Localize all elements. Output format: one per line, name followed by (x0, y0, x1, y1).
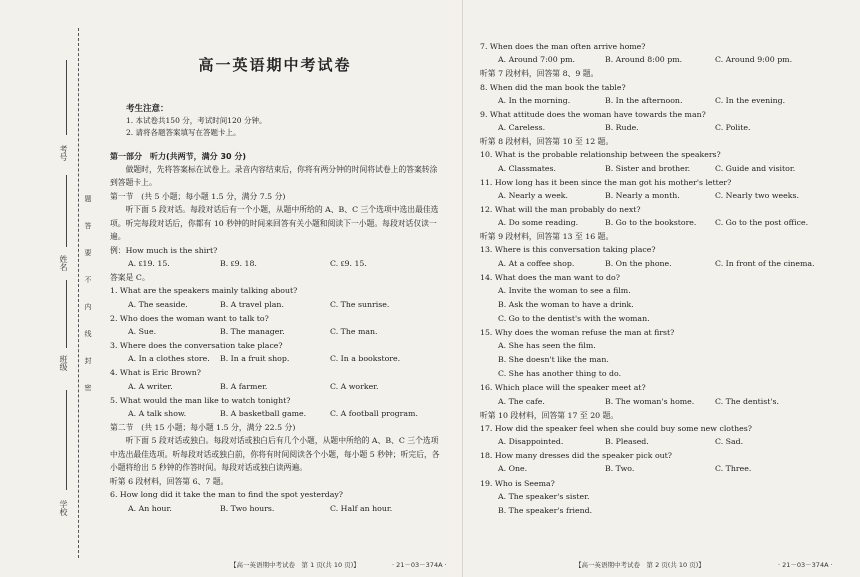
section2-heading: 第二节 (共 15 小题；每小题 1.5 分，满分 22.5 分) (110, 422, 296, 432)
section2-intro: 听下面 5 段对话或独白。每段对话或独白后有几个小题，从题中所给的 A、B、C 三个选项中选出最佳选项。听每段对话或独白前，你将有时间阅读各个小题，每小题 5 秒钟；听完后，各小题将给出 5 秒钟的作答时间。每段对话或独白读两遍。 (110, 436, 440, 473)
option: C. Go to the post office. (715, 218, 809, 228)
option: A. One. (498, 464, 528, 474)
seal-mark: 内 (84, 303, 92, 310)
question: 19. Who is Seema? (480, 478, 555, 488)
option: B. A travel plan. (220, 299, 284, 309)
example-answer: 答案是 C。 (110, 273, 150, 283)
options (480, 216, 825, 230)
notice-heading: 考生注意： (126, 103, 169, 114)
question: 12. What will the man probably do next? (480, 204, 641, 214)
name-line (66, 175, 67, 247)
question: 14. What does the man want to do? (480, 272, 620, 282)
question: 9. What attitude does the woman have towards the man? (480, 109, 706, 119)
option: A. ₤19. 15. (128, 259, 170, 269)
options (110, 325, 440, 339)
seal-mark: 封 (84, 357, 92, 364)
option: B. Two. (605, 464, 635, 474)
option: A. A talk show. (128, 408, 187, 418)
option: C. Nearly two weeks. (715, 190, 799, 200)
option: B. Rude. (605, 123, 639, 133)
question: 11. How long has it been since the man got his mother's letter? (480, 177, 732, 187)
option: B. Pleased. (605, 437, 649, 447)
option: A. Disappointed. (498, 437, 564, 447)
options (480, 395, 825, 409)
page-code: · 21－03－374A · (778, 561, 833, 569)
options (480, 94, 825, 108)
notice-item: 2. 请将各题答案填写在答题卡上。 (126, 127, 241, 137)
option: C. ₤9. 15. (330, 259, 367, 269)
option: B. A farmer. (220, 381, 268, 391)
option: B. Go to the bookstore. (605, 218, 697, 228)
question: 1. What are the speakers mainly talking about? (110, 286, 298, 296)
binding-line (78, 28, 79, 558)
option: B. Two hours. (220, 503, 275, 513)
option: B. A basketball game. (220, 408, 307, 418)
option: C. In the evening. (715, 95, 786, 105)
question: 7. When does the man often arrive home? (480, 42, 646, 51)
section1-intro: 听下面 5 段对话。每段对话后有一个小题，从题中所给的 A、B、C 三个选项中选出最佳选项。听完每段对话后，你都有 10 秒钟的时间来回答有关小题和阅读下一小题。每段对话仅读一遍。 (110, 205, 439, 242)
options (110, 502, 440, 516)
passage-instruction: 听第 8 段材料，回答第 10 至 12 题。 (480, 137, 614, 147)
option: C. A worker. (330, 381, 379, 391)
options (480, 257, 825, 271)
option: B. She doesn't like the man. (498, 355, 609, 365)
option: C. In front of the cinema. (715, 258, 815, 268)
option: A. Invite the woman to see a film. (498, 285, 631, 295)
option: A. The cafe. (498, 396, 545, 406)
class-label: 班级 (59, 355, 68, 371)
option: C. She has another thing to do. (498, 369, 622, 379)
option: A. A writer. (128, 381, 173, 391)
option: A. Around 7:00 pm. (498, 55, 576, 65)
class-line (66, 280, 67, 348)
option: B. The manager. (220, 327, 285, 337)
options (110, 380, 440, 394)
passage-instruction: 听第 6 段材料，回答第 6、7 题。 (110, 477, 229, 487)
option: A. Sue. (128, 327, 157, 337)
options (480, 462, 825, 476)
question: 4. What is Eric Brown? (110, 368, 201, 378)
question: 17. How did the speaker feel when she could buy some new clothes? (480, 423, 752, 433)
page-2 (480, 40, 825, 518)
option: C. Polite. (715, 123, 751, 133)
option: A. In the morning. (498, 95, 571, 105)
option: B. Ask the woman to have a drink. (498, 300, 634, 309)
seal-mark: 线 (84, 330, 92, 337)
option: B. In a fruit shop. (220, 354, 290, 364)
option: C. Go to the dentist's with the woman. (498, 314, 650, 324)
option: B. Sister and brother. (605, 163, 691, 173)
question: 13. Where is this conversation taking place? (480, 245, 656, 255)
part1-intro: 做题时，先将答案标在试卷上。录音内容结束后，你将有两分钟的时间将试卷上的答案转涂到答题卡上。 (110, 164, 438, 188)
option: B. The woman's home. (605, 396, 695, 406)
option: B. Around 8:00 pm. (605, 55, 683, 65)
option: A. Do some reading. (498, 218, 579, 228)
example-question: 例：How much is the shirt? (110, 245, 218, 255)
options (480, 162, 825, 176)
section1-heading: 第一节 (共 5 小题；每小题 1.5 分，满分 7.5 分) (110, 191, 286, 201)
school-label: 学校 (59, 500, 68, 516)
options (110, 352, 440, 366)
option: A. The seaside. (128, 299, 188, 309)
option: A. In a clothes store. (128, 354, 210, 364)
passage-instruction: 听第 10 段材料，回答第 17 至 20 题。 (480, 410, 619, 420)
option: B. On the phone. (605, 258, 672, 268)
question: 3. Where does the conversation take place? (110, 341, 283, 351)
seal-mark: 答 (84, 222, 92, 229)
option: C. The dentist's. (715, 396, 779, 406)
option: C. In a bookstore. (330, 354, 401, 364)
footer-right: 【高一英语期中考试卷 第 2 页(共 10 页)】 (575, 561, 705, 569)
option: A. Nearly a week. (498, 190, 569, 200)
option: A. Careless. (498, 123, 546, 133)
question: 8. When did the man book the table? (480, 82, 626, 92)
options (480, 53, 825, 67)
option: C. A football program. (330, 408, 418, 418)
seal-mark: 不 (84, 276, 92, 283)
option: A. An hour. (128, 503, 172, 513)
school-line (66, 390, 67, 490)
option: A. The speaker's sister. (498, 491, 590, 501)
question: 18. How many dresses did the speaker pick out? (480, 451, 672, 461)
passage-instruction: 听第 9 段材料，回答第 13 至 16 题。 (480, 232, 614, 242)
options (480, 121, 825, 135)
option: C. The sunrise. (330, 299, 390, 309)
question: 15. Why does the woman refuse the man at first? (480, 328, 675, 338)
notice-item: 1. 本试卷共150 分，考试时间120 分钟。 (126, 116, 267, 126)
passage-instruction: 听第 7 段材料，回答第 8、9 题。 (480, 69, 599, 79)
seal-mark: 题 (84, 195, 92, 202)
option: A. Classmates. (498, 163, 556, 173)
question: 5. What would the man like to watch tonight? (110, 395, 291, 405)
seal-mark: 密 (84, 384, 92, 391)
option: A. At a coffee shop. (498, 258, 575, 268)
binding-margin (0, 0, 92, 577)
name-label: 姓名 (59, 255, 68, 271)
part1-heading: 第一部分 听力(共两节，满分 30 分) (110, 151, 247, 161)
option: A. She has seen the film. (498, 341, 596, 351)
option: C. The man. (330, 327, 378, 337)
option: B. The speaker's friend. (498, 505, 593, 515)
page-code: · 21－03－374A · (392, 561, 447, 569)
example-options (110, 257, 440, 271)
exam-no-label: 考号 (59, 145, 68, 161)
option: B. ₤9. 18. (220, 259, 257, 269)
seal-mark: 要 (84, 249, 92, 256)
option: C. Half an hour. (330, 503, 393, 513)
options (480, 435, 825, 449)
question: 10. What is the probable relationship between the speakers? (480, 150, 721, 160)
page-divider (462, 0, 463, 577)
option: C. Guide and visitor. (715, 163, 796, 173)
option: B. In the afternoon. (605, 95, 683, 105)
question: 16. Which place will the speaker meet at? (480, 383, 646, 393)
options (110, 298, 440, 312)
page-1 (110, 40, 440, 516)
option: C. Three. (715, 464, 752, 474)
options (110, 407, 440, 421)
page-title: 高一英语期中考试卷 (198, 56, 352, 74)
question: 6. How long did it take the man to find the spot yesterday? (110, 490, 343, 500)
options (480, 189, 825, 203)
question: 2. Who does the woman want to talk to? (110, 313, 269, 323)
exam-no-line (66, 60, 67, 135)
option: B. Nearly a month. (605, 190, 680, 200)
option: C. Around 9:00 pm. (715, 55, 793, 65)
footer-left: 【高一英语期中考试卷 第 1 页(共 10 页)】 (230, 561, 360, 569)
option: C. Sad. (715, 437, 744, 447)
